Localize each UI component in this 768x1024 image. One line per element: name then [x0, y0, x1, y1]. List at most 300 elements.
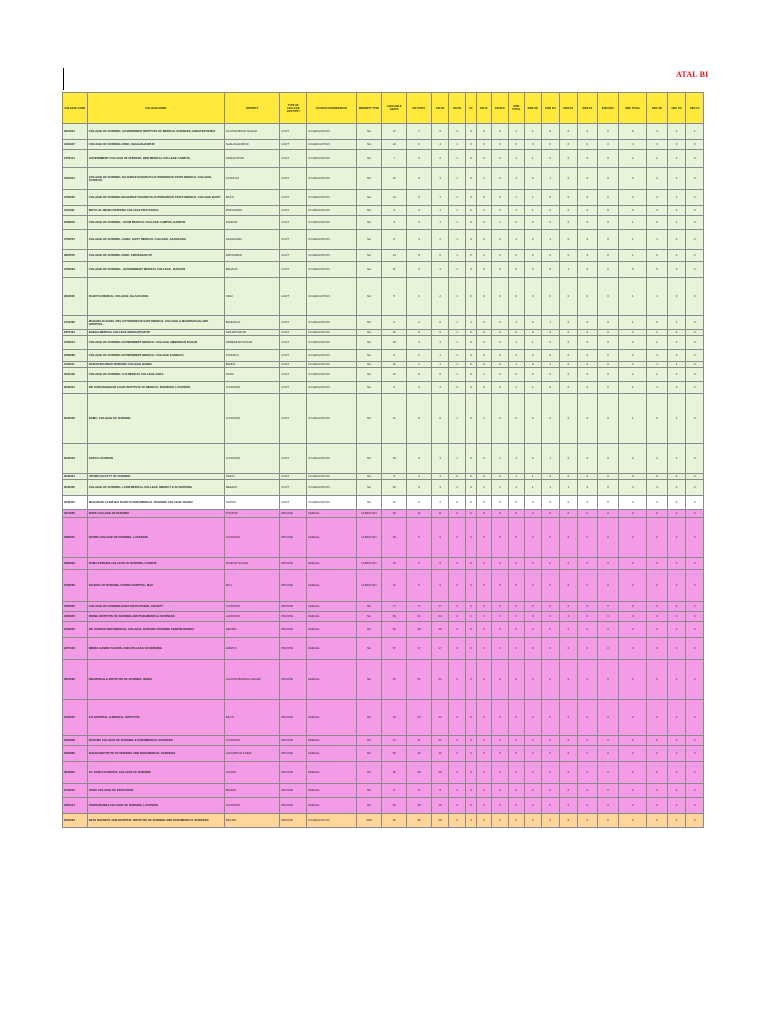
table-cell: 2260121	[63, 798, 88, 814]
table-cell: LAKHIMPUR KHERI	[224, 746, 280, 762]
table-cell: 0	[578, 382, 598, 394]
table-cell: 3	[431, 474, 449, 480]
table-cell: FATIMA COLLEGE OF NURSING, LUCKNOW	[87, 518, 224, 558]
table-cell: 0	[449, 510, 465, 518]
table-cell: 6	[431, 368, 449, 382]
table-cell: PRIVATE	[280, 602, 307, 612]
table-cell: 5	[407, 518, 432, 558]
table-cell: NA	[356, 798, 382, 814]
table-cell: PRIVATE	[280, 570, 307, 602]
table-cell: 1	[542, 362, 560, 368]
table-cell: 6	[431, 250, 449, 262]
table-cell: 0	[542, 140, 560, 150]
table-cell: 0	[491, 736, 509, 746]
table-cell: 0	[491, 168, 509, 190]
table-cell: 0	[509, 814, 524, 828]
table-cell: 0	[449, 602, 465, 612]
table-cell: 0	[667, 638, 686, 660]
table-cell: 0	[667, 602, 686, 612]
table-cell: 9030002	[63, 394, 88, 444]
table-cell: NA	[356, 638, 382, 660]
table-cell: 0	[477, 496, 491, 510]
page-title: ATAL BI	[676, 70, 709, 79]
column-header: DISTRICT	[224, 93, 280, 124]
table-cell: 17	[431, 638, 449, 660]
table-cell: 0	[647, 622, 668, 638]
table-cell: 0	[542, 278, 560, 316]
table-cell: 0	[578, 496, 598, 510]
table-cell: 1	[491, 480, 509, 496]
table-cell: 10	[382, 444, 407, 474]
table-cell: 1	[509, 230, 524, 250]
table-cell: 0	[542, 622, 560, 638]
table-cell: 0	[491, 700, 509, 736]
table-cell: 0	[667, 496, 686, 510]
table-cell: 1	[449, 394, 465, 444]
table-cell: 0	[686, 736, 704, 746]
table-cell: 7	[407, 124, 432, 140]
table-cell: 5	[431, 330, 449, 336]
table-cell: GOVT	[280, 480, 307, 496]
table-cell: 0	[578, 168, 598, 190]
table-row	[63, 814, 704, 828]
table-cell: 5	[382, 474, 407, 480]
table-cell: 10	[382, 336, 407, 350]
table-cell: 0	[542, 612, 560, 622]
table-cell: RAHAMA COLLEGE OF NURSING & PARAMEDICAL SCIENCES	[87, 736, 224, 746]
table-cell: 0	[597, 622, 619, 638]
table-row	[63, 250, 704, 262]
table-cell: MAU	[224, 570, 280, 602]
table-cell: 0	[524, 140, 542, 150]
table-cell: 2610001	[63, 124, 88, 140]
table-cell: 0	[686, 206, 704, 216]
table-row	[63, 746, 704, 762]
table-cell: 5	[382, 216, 407, 230]
table-cell: 0	[491, 814, 509, 828]
table-cell: CO-EDUCATION	[307, 206, 356, 216]
table-cell: 0	[465, 762, 476, 784]
table-cell: 0	[524, 168, 542, 190]
table-cell: GOVT	[280, 316, 307, 330]
table-cell: 0	[542, 190, 560, 206]
table-cell: 2820555	[63, 250, 88, 262]
table-cell: 2	[449, 480, 465, 496]
table-cell: 0	[465, 622, 476, 638]
table-cell: 12	[382, 140, 407, 150]
table-cell: 0	[686, 474, 704, 480]
table-cell: 0	[597, 362, 619, 368]
table-cell: 3	[619, 336, 647, 350]
table-cell: 0	[449, 784, 465, 798]
table-cell: 0	[686, 570, 704, 602]
table-cell: GOVT	[280, 350, 307, 362]
table-cell: 0	[465, 230, 476, 250]
table-cell: 4	[407, 336, 432, 350]
table-cell: 0	[465, 518, 476, 558]
table-cell: 0	[491, 622, 509, 638]
table-cell: 0	[542, 330, 560, 336]
table-row	[63, 622, 704, 638]
table-cell: 0	[477, 660, 491, 700]
table-cell: 0	[491, 496, 509, 510]
column-header: OBC TOTAL	[619, 93, 647, 124]
table-cell: 0	[667, 480, 686, 496]
table-cell: 0	[559, 150, 578, 168]
table-cell: 0	[647, 660, 668, 700]
table-cell: 0	[465, 784, 476, 798]
table-cell: FEMALE	[307, 558, 356, 570]
table-cell: 3	[407, 230, 432, 250]
table-cell: CO-EDUCATION	[307, 382, 356, 394]
table-cell: 0	[597, 140, 619, 150]
table-cell: 1	[619, 250, 647, 262]
table-cell: 0	[578, 124, 598, 140]
table-cell: 0	[524, 278, 542, 316]
table-cell: 0	[686, 622, 704, 638]
table-cell: 4	[619, 140, 647, 150]
table-cell: 0	[491, 124, 509, 140]
table-cell: GOVT	[280, 444, 307, 474]
table-cell: 6	[407, 330, 432, 336]
table-cell: 0	[667, 798, 686, 814]
table-row	[63, 262, 704, 278]
table-cell: 0	[578, 784, 598, 798]
table-cell: 3	[407, 206, 432, 216]
table-cell: 0	[559, 278, 578, 316]
table-cell: NA	[356, 350, 382, 362]
table-cell: 3	[407, 474, 432, 480]
table-cell: 2	[647, 444, 668, 474]
table-cell: 0	[449, 700, 465, 736]
table-cell: 0	[491, 316, 509, 330]
table-cell: GOVT	[280, 362, 307, 368]
table-cell: FEMALE	[307, 762, 356, 784]
table-cell: 0	[686, 350, 704, 362]
table-cell: MEERUT	[224, 480, 280, 496]
table-cell: 4	[431, 262, 449, 278]
table-cell: 0	[686, 330, 704, 336]
table-cell: 1	[509, 474, 524, 480]
table-cell: 0	[559, 336, 578, 350]
table-cell: AMBEDKAR NAGAR	[224, 336, 280, 350]
table-cell: 13	[382, 250, 407, 262]
table-cell: 0	[578, 570, 598, 602]
table-cell: 0	[597, 336, 619, 350]
table-cell: 5	[407, 444, 432, 474]
table-cell: 2260305	[63, 612, 88, 622]
table-cell: 2260809	[63, 736, 88, 746]
table-cell: GAUTAM BUDDHA NAGAR	[224, 660, 280, 700]
table-cell: 0	[477, 444, 491, 474]
table-cell: 0	[559, 496, 578, 510]
table-cell: 0	[465, 262, 476, 278]
table-cell: 0	[578, 762, 598, 784]
table-cell: 0	[559, 736, 578, 746]
table-cell: 0	[597, 330, 619, 336]
table-cell: 0	[449, 660, 465, 700]
table-cell: 5	[407, 570, 432, 602]
table-cell: 0	[524, 558, 542, 570]
table-cell: GOVERNMENT COLLEGE OF NURSING, BRD MEDICAL COLLEGE CAMPUS,	[87, 150, 224, 168]
table-cell: 0	[647, 558, 668, 570]
table-cell: 0	[578, 216, 598, 230]
table-cell: 0	[597, 394, 619, 444]
table-cell: 5	[431, 558, 449, 570]
table-cell: 18	[431, 798, 449, 814]
table-cell: 0	[647, 784, 668, 798]
table-cell: 0	[491, 612, 509, 622]
table-cell: 0	[509, 798, 524, 814]
table-cell: 0	[667, 474, 686, 480]
table-row	[63, 736, 704, 746]
table-cell: 51	[431, 660, 449, 700]
table-cell: NA	[356, 336, 382, 350]
table-cell: 0	[491, 262, 509, 278]
table-cell: 0	[667, 140, 686, 150]
table-cell: 0	[477, 558, 491, 570]
table-cell: 0	[686, 558, 704, 570]
table-cell: 0	[477, 330, 491, 336]
table-cell: 2	[619, 362, 647, 368]
table-cell: 0	[559, 330, 578, 336]
table-cell: 0	[559, 444, 578, 474]
table-cell: 0	[667, 250, 686, 262]
table-cell: 1	[542, 444, 560, 474]
table-cell: 0	[597, 216, 619, 230]
table-cell: 0	[465, 474, 476, 480]
table-cell: 0	[686, 190, 704, 206]
table-cell: 0	[597, 602, 619, 612]
table-cell: 0	[509, 330, 524, 336]
table-cell: 0	[465, 602, 476, 612]
table-cell: DIVINE INSTITUTE OF NURSING AND PARAMEDICAL SCIENCES	[87, 612, 224, 622]
table-cell: 0	[647, 602, 668, 612]
table-cell: 2160013	[63, 336, 88, 350]
table-cell: 3	[407, 216, 432, 230]
table-cell: FEMALE	[307, 612, 356, 622]
table-cell: 0	[491, 394, 509, 444]
table-cell: 0	[524, 368, 542, 382]
table-cell: 1	[509, 206, 524, 216]
table-cell: 0	[509, 700, 524, 736]
table-cell: 0	[597, 700, 619, 736]
table-cell: 16	[407, 746, 432, 762]
table-cell: BANDA	[224, 362, 280, 368]
table-cell: 50	[382, 622, 407, 638]
table-cell: CO-EDUCATION	[307, 190, 356, 206]
table-cell: 0	[597, 784, 619, 798]
table-cell: PRIVATE	[280, 518, 307, 558]
table-cell: 0	[578, 736, 598, 746]
table-cell: 11	[407, 510, 432, 518]
table-cell: 0	[647, 638, 668, 660]
table-cell: 0	[559, 190, 578, 206]
table-cell: 11	[382, 362, 407, 368]
table-cell: CHRISTIAN	[356, 570, 382, 602]
column-header: OBC FF	[686, 93, 704, 124]
table-cell: 0	[559, 612, 578, 622]
table-cell: 0	[667, 510, 686, 518]
table-cell: 0	[559, 570, 578, 602]
table-cell: 0	[509, 278, 524, 316]
table-cell: 0	[491, 558, 509, 570]
table-cell: NA	[356, 190, 382, 206]
table-cell: 0	[667, 518, 686, 558]
table-cell: 77	[382, 602, 407, 612]
table-cell: CHRISTIAN	[356, 510, 382, 518]
table-cell: NA	[356, 602, 382, 612]
table-cell: PRIVATE	[280, 798, 307, 814]
table-cell: 1	[431, 362, 449, 368]
table-cell: 0	[542, 570, 560, 602]
table-cell: 0	[524, 798, 542, 814]
header-row	[63, 93, 704, 124]
table-cell: 0	[524, 330, 542, 336]
table-cell: LUCKNOW	[224, 518, 280, 558]
table-cell: RANI DURGAWATI NURSING COLLEGE BANDA	[87, 362, 224, 368]
table-cell: 0	[597, 814, 619, 828]
table-cell: 0	[578, 480, 598, 496]
table-cell: 1	[524, 474, 542, 480]
table-row	[63, 638, 704, 660]
table-cell: 1	[449, 140, 465, 150]
table-cell: 0	[559, 382, 578, 394]
table-cell: 6	[407, 140, 432, 150]
table-cell: 1	[477, 250, 491, 262]
table-row	[63, 316, 704, 330]
table-cell: PRIVATE	[280, 736, 307, 746]
table-cell: 0	[465, 278, 476, 316]
table-cell: 0	[465, 382, 476, 394]
table-cell: 0	[559, 216, 578, 230]
table-cell: 23	[407, 700, 432, 736]
table-cell: 0	[559, 474, 578, 480]
table-cell: NA	[356, 474, 382, 480]
table-cell: 1	[449, 250, 465, 262]
table-cell: 0	[559, 140, 578, 150]
table-cell: 0	[686, 230, 704, 250]
table-cell: DR. RAM MANOHAR LOHIA INSTITUTE OF MEDICAL SCIENCES, LUCKNOW	[87, 382, 224, 394]
table-cell: 0	[524, 262, 542, 278]
table-cell: 0	[477, 216, 491, 230]
table-cell: 7	[382, 150, 407, 168]
table-cell: 1	[619, 278, 647, 316]
table-cell: 1	[542, 230, 560, 250]
table-row	[63, 444, 704, 474]
table-cell: 0	[647, 474, 668, 480]
table-cell: 0	[491, 660, 509, 700]
table-cell: 2	[647, 168, 668, 190]
table-cell: 28	[431, 814, 449, 828]
table-cell: 0	[542, 382, 560, 394]
table-cell: 14	[382, 190, 407, 206]
table-cell: 1	[686, 124, 704, 140]
table-cell: 0	[509, 496, 524, 510]
table-cell: 0	[509, 660, 524, 700]
table-cell: GOVT	[280, 168, 307, 190]
table-cell: CO-EDUCATION	[307, 362, 356, 368]
table-cell: GOVT	[280, 190, 307, 206]
table-cell: CO-EDUCATION	[307, 150, 356, 168]
table-cell: SIDHARTHPUR	[224, 330, 280, 336]
table-cell: 0	[619, 814, 647, 828]
table-cell: 0	[559, 124, 578, 140]
table-cell: JHANSI	[224, 496, 280, 510]
table-row	[63, 602, 704, 612]
table-cell: 28	[431, 762, 449, 784]
table-cell: 1	[477, 480, 491, 496]
table-cell: BABAH MEDICAL COLLEGE SIDDHARTHPUR	[87, 330, 224, 336]
table-cell: 0	[597, 510, 619, 518]
table-cell: 0	[578, 140, 598, 150]
table-cell: 0	[686, 784, 704, 798]
table-cell: VIVEKANANDA COLLEGE OF NURSING, LUCKNOW	[87, 798, 224, 814]
table-cell: GORAKHPUR	[224, 150, 280, 168]
table-cell: 2	[431, 230, 449, 250]
table-cell: 2730069	[63, 570, 88, 602]
table-cell: 0	[686, 140, 704, 150]
table-cell: GOVT	[280, 474, 307, 480]
table-cell: 0	[597, 250, 619, 262]
table-cell: 0	[619, 570, 647, 602]
table-cell: CO-EDUCATION	[307, 316, 356, 330]
table-cell: 1	[509, 362, 524, 368]
table-cell: 0	[509, 746, 524, 762]
table-row	[63, 336, 704, 350]
table-cell: 7	[431, 190, 449, 206]
table-cell: 2220001	[63, 168, 88, 190]
table-cell: COLLEGE OF NURSING RANA EDUCATIONAL SOCIETY	[87, 602, 224, 612]
table-cell: 2	[619, 150, 647, 168]
table-cell: 6	[382, 316, 407, 330]
table-row	[63, 230, 704, 250]
table-cell: 0	[542, 124, 560, 140]
table-cell: 0	[686, 480, 704, 496]
table-cell: 2020129	[63, 368, 88, 382]
table-cell: 1	[667, 124, 686, 140]
table-cell: 3	[619, 190, 647, 206]
table-cell: GOVT	[280, 230, 307, 250]
table-cell: 0	[449, 496, 465, 510]
table-cell: 1	[449, 190, 465, 206]
table-cell: 0	[559, 700, 578, 736]
table-cell: NA	[356, 394, 382, 444]
table-cell: 1	[647, 362, 668, 368]
table-cell: 12	[382, 368, 407, 382]
table-cell: 0	[465, 362, 476, 368]
table-cell: COLLEGE OF NURSING MAHARSHI VASHISHTA AUTONOMOUS STATE MEDICAL COLLEGE BASTI	[87, 190, 224, 206]
table-cell: 2420327	[63, 140, 88, 150]
table-cell: 0	[559, 638, 578, 660]
table-cell: 0	[509, 518, 524, 558]
table-cell: 0	[578, 700, 598, 736]
table-cell: 0	[524, 700, 542, 736]
table-cell: 0	[578, 206, 598, 216]
table-cell: COLLEGE OF NURSING, S.N MEDICAL COLLEGE AGRA	[87, 368, 224, 382]
table-cell: 0	[619, 612, 647, 622]
table-cell: 1	[524, 206, 542, 216]
table-cell: 0	[477, 262, 491, 278]
table-cell: GOVT	[280, 394, 307, 444]
table-cell: NA	[356, 278, 382, 316]
table-cell: 24	[407, 612, 432, 622]
table-cell: 5	[407, 558, 432, 570]
table-cell: 1	[559, 480, 578, 496]
table-cell: CO-EDUCATION	[307, 262, 356, 278]
table-cell: FEMALE	[307, 602, 356, 612]
table-cell: 0	[509, 638, 524, 660]
